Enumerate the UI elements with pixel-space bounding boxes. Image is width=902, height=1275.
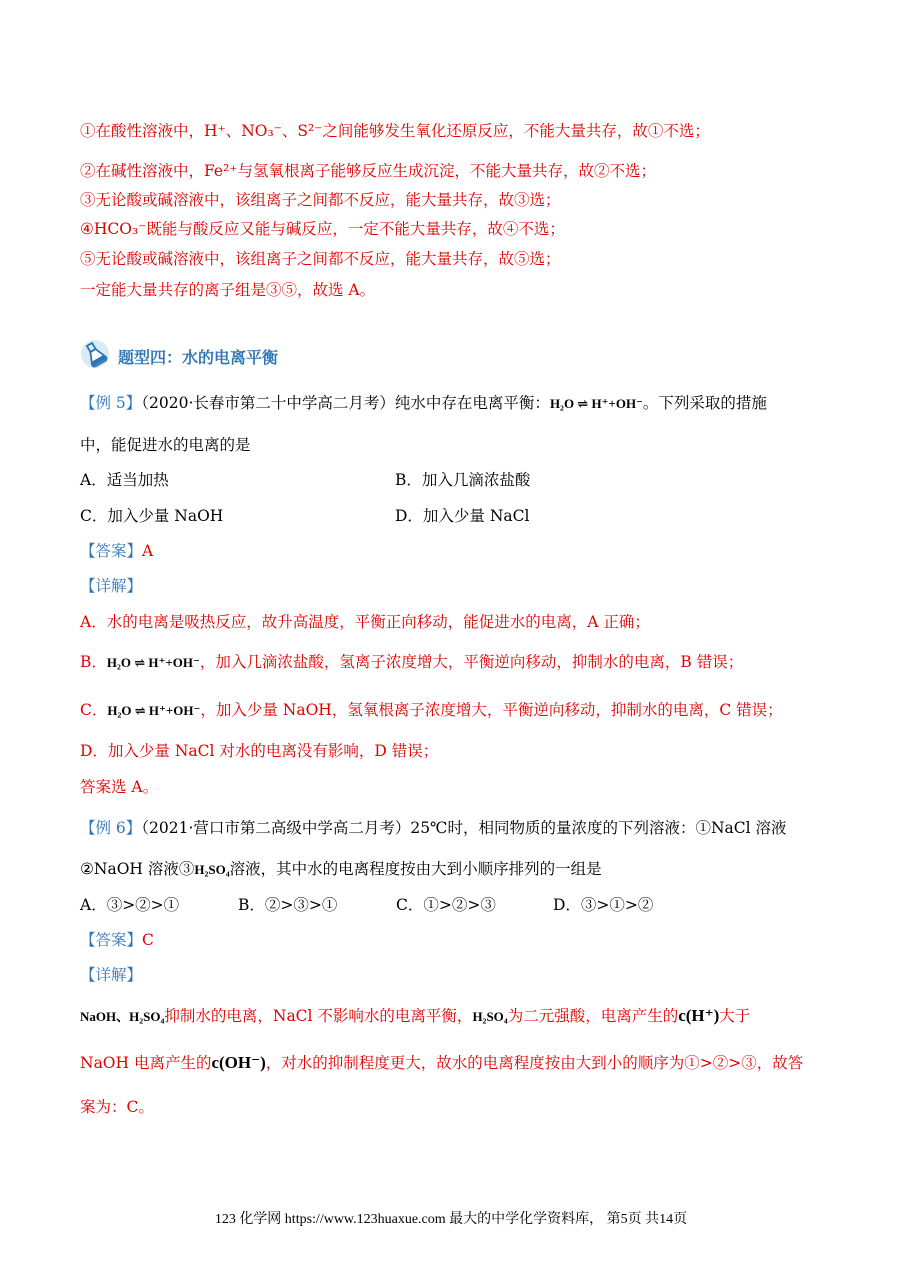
- ex6-option-a: A．③>②>①: [80, 896, 180, 914]
- page-footer: 123 化学网 https://www.123huaxue.com 最大的中学化学资料库， 第5页 共14页: [214, 1212, 688, 1227]
- ex5-detail-c-prefix: C．: [80, 701, 108, 719]
- ex5-detail-b: [80, 651, 743, 674]
- ex5-detail-b-text: ，加入几滴浓盐酸，氢离子浓度增大，平衡逆向移动，抑制水的电离，B 错误；: [199, 653, 744, 671]
- explanation-line-1: ①在酸性溶液中，H⁺、NO₃⁻、S²⁻之间能够发生氧化还原反应，不能大量共存，故①不选；: [80, 122, 710, 140]
- ex5-answer: [80, 540, 153, 562]
- ex5-question-line-1: [80, 392, 767, 415]
- ex6-detail-text-2: 为二元强酸，电离产生的: [507, 1007, 679, 1025]
- ex6-detail-formula-1: NaOH、H₂SO₄: [80, 1009, 165, 1024]
- ex5-final: 答案选 A。: [80, 778, 159, 796]
- ex6-answer-label: 【答案】: [80, 931, 143, 949]
- ex6-option-b: B．②>③>①: [238, 896, 338, 914]
- ex6-detail-formula-2: H₂SO₄: [472, 1009, 508, 1024]
- ex5-source: （2020·长春市第二十中学高二月考）纯水中存在电离平衡：: [141, 394, 550, 412]
- explanation-line-4: ④HCO₃⁻既能与酸反应又能与碱反应，一定不能大量共存，故④不选；: [80, 220, 565, 238]
- ex6-detail-formula-3: c(H⁺): [678, 1006, 720, 1025]
- ex6-detail-text-5: ，对水的抑制程度更大，故水的电离程度按由大到小的顺序为①>②>③，故答: [265, 1054, 804, 1072]
- ex5-question-line-2: 中，能促进水的电离的是: [80, 436, 251, 454]
- ex6-tag: 【例 6】: [80, 819, 142, 837]
- explanation-line-5: ⑤无论酸或碱溶液中，该组离子之间都不反应，能大量共存，故⑤选；: [80, 250, 561, 268]
- ex5-answer-value: A: [142, 542, 154, 560]
- ex5-detail-label: 【详解】: [80, 577, 143, 595]
- ex5-equation: H₂O ⇌ H⁺+OH⁻: [549, 396, 643, 411]
- ex6-question-formula: H₂SO₄: [194, 862, 230, 877]
- ex6-option-d: D．③>①>②: [553, 896, 654, 914]
- ex6-detail-formula-4: c(OH⁻): [211, 1053, 266, 1072]
- ex5-detail-c: [80, 699, 783, 722]
- ex5-option-c: C．加入少量 NaOH: [80, 507, 224, 525]
- ex6-detail-line-3: 案为：C。: [80, 1098, 154, 1116]
- ex5-option-a: A．适当加热: [80, 471, 169, 489]
- ex5-detail-a: A．水的电离是吸热反应，故升高温度，平衡正向移动，能促进水的电离，A 正确；: [80, 613, 650, 631]
- explanation-line-3: ③无论酸或碱溶液中，该组离子之间都不反应，能大量共存，故③选；: [80, 191, 561, 209]
- section-title: 题型四：水的电离平衡: [118, 347, 279, 367]
- ex6-detail-line-1: [80, 1005, 750, 1028]
- ex6-detail-text-1: 抑制水的电离，NaCl 不影响水的电离平衡，: [164, 1007, 473, 1025]
- ex5-detail-c-text: ，加入少量 NaOH，氢氧根离子浓度增大，平衡逆向移动，抑制水的电离，C 错误；: [200, 701, 783, 719]
- ex6-answer: [80, 929, 154, 951]
- ex6-question-text: （2021·营口市第二高级中学高二月考）25℃时，相同物质的量浓度的下列溶液：①NaCl 溶液: [141, 819, 787, 837]
- ex6-question-line-2: [80, 858, 602, 881]
- ex5-detail-c-equation: H₂O ⇌ H⁺+OH⁻: [107, 703, 201, 718]
- ex5-option-b: B．加入几滴浓盐酸: [395, 471, 531, 489]
- explanation-line-2: ②在碱性溶液中，Fe²⁺与氢氧根离子能够反应生成沉淀，不能大量共存，故②不选；: [80, 162, 656, 180]
- ex5-tag: 【例 5】: [80, 394, 142, 412]
- ex6-question-line-1: [80, 817, 787, 839]
- ex5-tail: 。下列采取的措施: [642, 394, 767, 412]
- ex5-answer-label: 【答案】: [80, 542, 143, 560]
- section-header: [80, 340, 278, 372]
- ex5-detail-b-prefix: B．: [80, 653, 107, 671]
- ex6-detail-text-3: 大于: [719, 1007, 751, 1025]
- ex6-detail-label: 【详解】: [80, 966, 143, 984]
- ex5-detail-d: D．加入少量 NaCl 对水的电离没有影响，D 错误；: [80, 742, 439, 760]
- ex6-detail-line-2: [80, 1052, 803, 1074]
- ex6-answer-value: C: [142, 931, 154, 949]
- flask-icon: [80, 339, 110, 373]
- ex5-detail-b-equation: H₂O ⇌ H⁺+OH⁻: [106, 655, 200, 670]
- explanation-line-6: 一定能大量共存的离子组是③⑤，故选 A。: [80, 281, 376, 299]
- ex6-detail-text-4: NaOH 电离产生的: [80, 1054, 212, 1072]
- ex5-option-d: D．加入少量 NaCl: [395, 507, 530, 525]
- ex6-option-c: C．①>②>③: [396, 896, 496, 914]
- ex6-question-suffix: 溶液，其中水的电离程度按由大到小顺序排列的一组是: [229, 860, 602, 878]
- ex6-question-prefix: ②NaOH 溶液③: [80, 860, 195, 878]
